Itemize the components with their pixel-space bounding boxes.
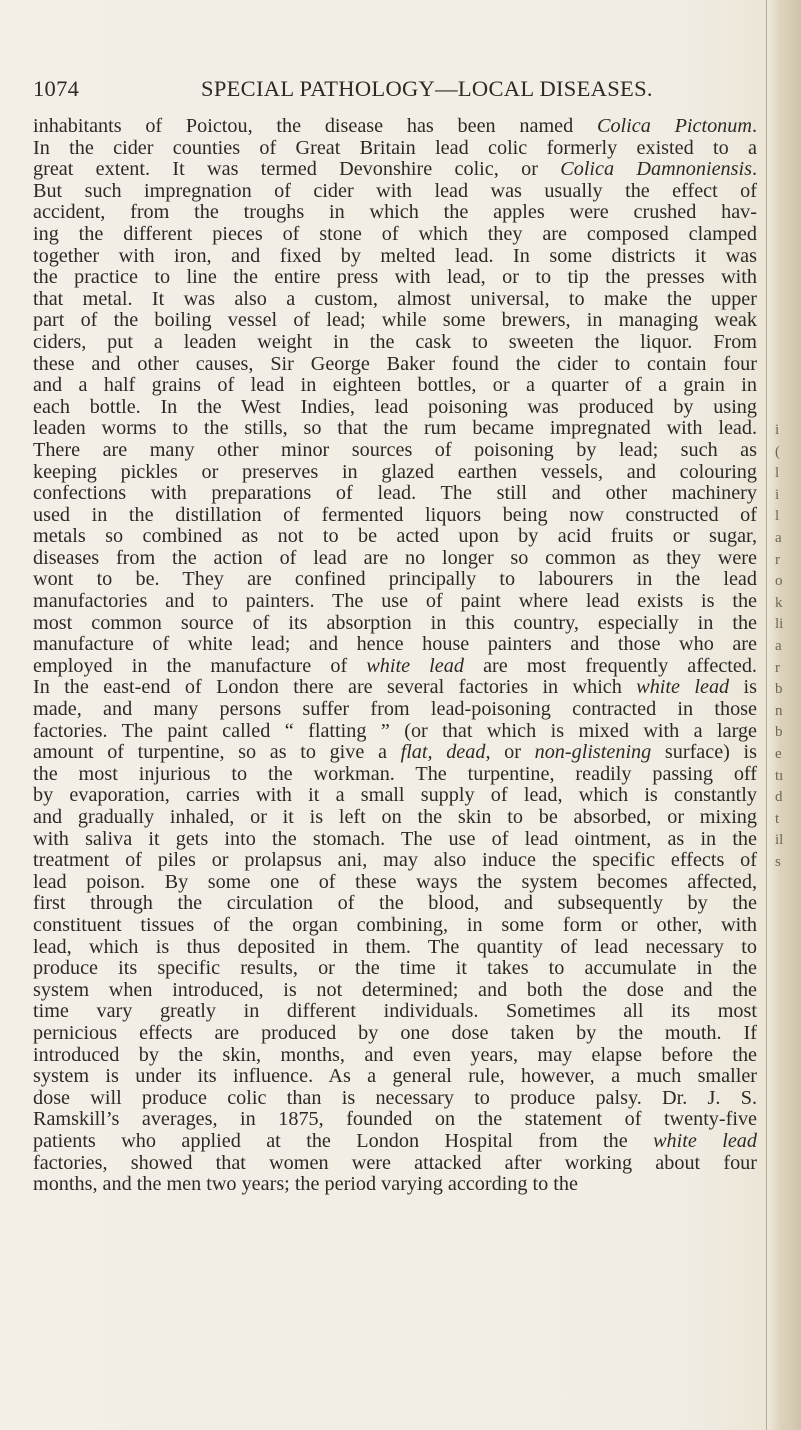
- text-line: [33, 1001, 757, 1023]
- text-line: [33, 202, 757, 224]
- text-run: Ramskill’s averages, in 1875, founded on the statement of twenty-five: [33, 1108, 757, 1131]
- text-run: introduced by the skin, months, and even years, may elapse before the: [33, 1043, 757, 1066]
- edge-glyph: l: [775, 465, 780, 482]
- edge-glyph: r: [775, 551, 780, 568]
- text-line: [33, 1088, 757, 1110]
- text-run: employed in the manufacture of: [33, 654, 367, 677]
- text-run: each bottle. In the West Indies, lead poisoning was produced by using: [33, 395, 757, 418]
- text-run: the most injurious to the workman. The turpentine, readily passing off: [33, 762, 757, 785]
- text-line: [33, 829, 757, 851]
- text-run: patients who applied at the London Hospital from the: [33, 1129, 654, 1152]
- text-line: [33, 785, 757, 807]
- text-run: .: [751, 115, 757, 137]
- edge-glyph: i: [775, 422, 780, 438]
- text-line: [33, 181, 757, 203]
- text-run: and a half grains of lead in eighteen bottles, or a quarter of a grain in: [33, 374, 757, 397]
- text-run: that metal. It was also a custom, almost universal, to make the upper: [33, 287, 757, 310]
- text-line: [33, 548, 757, 570]
- text-run: In the east-end of London there are several factories in which: [33, 676, 637, 699]
- text-run: keeping pickles or preserves in glazed earthen vessels, and colouring: [33, 460, 757, 483]
- edge-glyph: l: [775, 508, 780, 525]
- italic-phrase: white lead: [366, 654, 464, 677]
- italic-phrase: white lead: [653, 1129, 757, 1152]
- text-run: inhabitants of Poictou, the disease has been named: [33, 115, 597, 137]
- text-run: But such impregnation of cider with lead was usually the effect of: [33, 179, 757, 202]
- next-page-edge: [766, 0, 801, 1430]
- text-run: system is under its influence. As a general rule, however, a much smaller: [33, 1065, 757, 1088]
- text-line: [33, 1023, 757, 1045]
- edge-glyph: n: [775, 702, 783, 719]
- edge-glyph: b: [775, 681, 783, 698]
- text-line: [33, 742, 757, 764]
- text-line: [33, 159, 757, 181]
- text-line: [33, 915, 757, 937]
- text-run: first through the circulation of the blood, and subsequently by the: [33, 892, 757, 915]
- text-line: [33, 591, 757, 613]
- text-run: ciders, put a leaden weight in the cask to sweeten the liquor. From: [33, 330, 757, 353]
- text-run: factories, showed that women were attacked after working about four: [33, 1151, 757, 1174]
- text-run: these and other causes, Sir George Baker found the cider to contain four: [33, 352, 757, 375]
- edge-glyph: i: [775, 486, 780, 503]
- edge-glyph: r: [775, 659, 780, 676]
- text-line: [33, 267, 757, 289]
- text-run: accident, from the troughs in which the apples were crushed hav-: [33, 201, 757, 224]
- edge-glyph: k: [775, 594, 783, 611]
- text-line: [33, 483, 757, 505]
- text-line: [33, 310, 757, 332]
- text-run: confections with preparations of lead. The still and other machinery: [33, 482, 757, 505]
- text-run: by evaporation, carries with it a small supply of lead, which is constantly: [33, 784, 757, 807]
- page-number: 1074: [33, 76, 80, 101]
- edge-glyph: li: [775, 616, 784, 633]
- text-line: [33, 764, 757, 786]
- text-line: [33, 354, 757, 376]
- text-line: [33, 1174, 757, 1196]
- text-run: with saliva it gets into the stomach. The use of lead ointment, as in the: [33, 827, 757, 850]
- text-run: manufacture of white lead; and hence house painters and those who are: [33, 633, 757, 656]
- edge-glyph: (: [775, 443, 780, 460]
- text-line: [33, 1153, 757, 1175]
- next-page-edge-glyphs: [775, 420, 795, 873]
- text-run: constituent tissues of the organ combining, in some form or other, with: [33, 913, 757, 936]
- text-run: is: [729, 676, 757, 699]
- text-run: There are many other minor sources of poisoning by lead; such as: [33, 438, 757, 461]
- text-line: [33, 1066, 757, 1088]
- text-line: [33, 116, 757, 138]
- text-line: [33, 332, 757, 354]
- text-line: [33, 937, 757, 959]
- text-run: most common source of its absorption in this country, especially in the: [33, 611, 757, 634]
- italic-phrase: Colica Damnoniensis: [560, 158, 752, 181]
- text-run: surface) is: [651, 741, 757, 764]
- edge-glyph: s: [775, 853, 781, 870]
- text-run: diseases from the action of lead are no longer so common as they were: [33, 546, 757, 569]
- edge-glyph: d: [775, 789, 783, 806]
- text-line: [33, 980, 757, 1002]
- text-run: leaden worms to the stills, so that the rum became impregnated with lead.: [33, 417, 757, 440]
- text-run: pernicious effects are produced by one dose taken by the mouth. If: [33, 1021, 757, 1044]
- running-head: [33, 76, 763, 106]
- text-run: treatment of piles or prolapsus ani, may also induce the specific effects of: [33, 849, 757, 872]
- text-run: ing the different pieces of stone of which they are composed clamped: [33, 222, 757, 245]
- text-run: produce its specific results, or the time it takes to accumulate in the: [33, 957, 757, 980]
- edge-glyph: b: [775, 724, 783, 741]
- text-run: used in the distillation of fermented liquors being now constructed of: [33, 503, 757, 526]
- text-run: amount of turpentine, so as to give a: [33, 741, 401, 764]
- text-line: [33, 569, 757, 591]
- text-line: [33, 526, 757, 548]
- italic-phrase: flat, dead,: [400, 741, 491, 764]
- text-run: lead poison. By some one of these ways the system becomes affected,: [33, 870, 757, 893]
- text-run: the practice to line the entire press with lead, or to tip the presses with: [33, 266, 757, 289]
- edge-glyph: o: [775, 573, 783, 590]
- text-line: [33, 375, 757, 397]
- text-line: [33, 138, 757, 160]
- text-line: [33, 462, 757, 484]
- italic-phrase: Colica Pictonum: [596, 115, 752, 137]
- text-line: [33, 418, 757, 440]
- text-run: great extent. It was termed Devonshire colic, or: [33, 158, 561, 181]
- text-line: [33, 224, 757, 246]
- text-line: [33, 246, 757, 268]
- text-line: [33, 505, 757, 527]
- text-line: [33, 613, 757, 635]
- text-run: are most frequently affected.: [463, 654, 757, 677]
- edge-glyph: tı: [775, 767, 784, 784]
- text-run: metals so combined as not to be acted upon by acid fruits or sugar,: [33, 525, 757, 548]
- edge-glyph: il: [775, 832, 784, 849]
- edge-glyph: e: [775, 745, 782, 762]
- text-run: manufactories and to painters. The use of paint where lead exists is the: [33, 590, 757, 613]
- text-run: months, and the men two years; the period varying according to the: [33, 1173, 578, 1196]
- text-run: lead, which is thus deposited in them. The quantity of lead necessary to: [33, 935, 757, 958]
- text-line: [33, 656, 757, 678]
- text-run: .: [751, 158, 757, 181]
- text-run: made, and many persons suffer from lead-poisoning contracted in those: [33, 698, 757, 721]
- italic-phrase: white lead: [636, 676, 730, 699]
- text-line: [33, 958, 757, 980]
- italic-phrase: non-glistening: [534, 741, 652, 764]
- text-line: [33, 440, 757, 462]
- text-run: dose will produce colic than is necessary to produce palsy. Dr. J. S.: [33, 1086, 757, 1109]
- running-title: SPECIAL PATHOLOGY—LOCAL DISEASES.: [201, 76, 653, 101]
- text-line: [33, 677, 757, 699]
- text-run: In the cider counties of Great Britain lead colic formerly existed to a: [33, 136, 757, 159]
- text-line: [33, 634, 757, 656]
- text-line: [33, 289, 757, 311]
- text-line: [33, 850, 757, 872]
- text-run: wont to be. They are confined principally to labourers in the lead: [33, 568, 757, 591]
- text-line: [33, 1131, 757, 1153]
- text-line: [33, 397, 757, 419]
- text-run: system when introduced, is not determined; and both the dose and the: [33, 978, 757, 1001]
- edge-glyph: a: [775, 637, 782, 654]
- text-line: [33, 721, 757, 743]
- text-line: [33, 872, 757, 894]
- text-run: factories. The paint called “ flatting ” (or that which is mixed with a large: [33, 719, 757, 742]
- text-line: [33, 807, 757, 829]
- edge-glyph: a: [775, 529, 782, 546]
- text-run: together with iron, and fixed by melted lead. In some districts it was: [33, 244, 757, 267]
- text-line: [33, 699, 757, 721]
- text-line: [33, 893, 757, 915]
- text-run: time vary greatly in different individuals. Sometimes all its most: [33, 1000, 757, 1023]
- text-run: or: [490, 741, 535, 764]
- text-line: [33, 1045, 757, 1067]
- body-paragraph: [33, 116, 757, 1196]
- edge-glyph: t: [775, 810, 780, 827]
- text-run: part of the boiling vessel of lead; while some brewers, in managing weak: [33, 309, 757, 332]
- text-run: and gradually inhaled, or it is left on the skin to be absorbed, or mixing: [33, 806, 757, 828]
- text-line: [33, 1109, 757, 1131]
